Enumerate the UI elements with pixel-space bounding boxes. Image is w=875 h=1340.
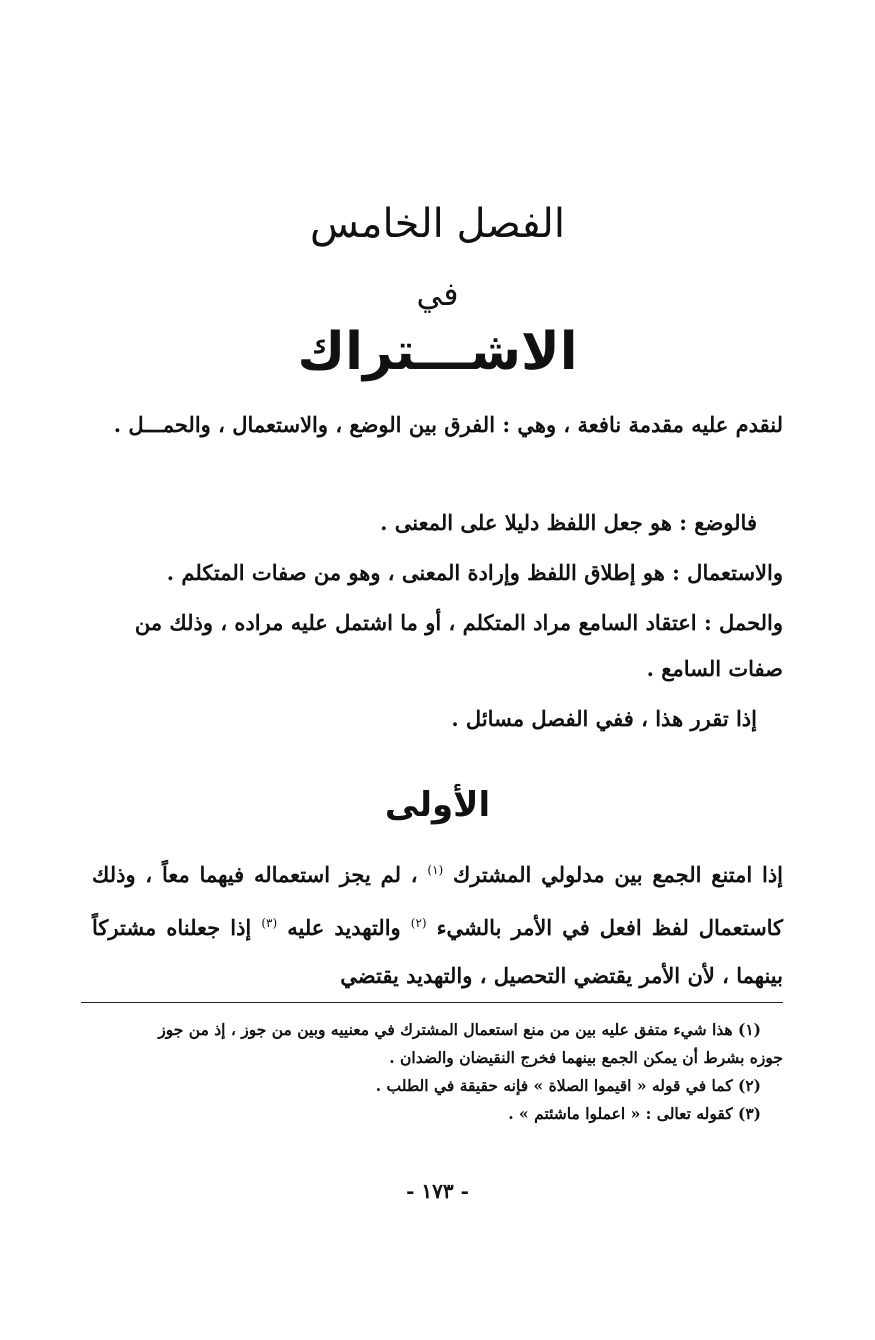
chapter-preposition: في — [416, 275, 459, 313]
conclusion-line: إذا تقرر هذا ، ففي الفصل مسائل . — [451, 706, 757, 731]
definition-haml: والحمل : اعتقاد السامع مراد المتكلم ، أو ما اشتمل عليه مراده ، وذلك من صفات السامع . — [134, 610, 783, 681]
intro-paragraph: لنقدم عليه مقدمة نافعة ، وهي : الفرق بين الوضع ، والاستعمال ، والحمـــل . — [113, 412, 783, 437]
section-text-part-3: والتهديد عليه — [287, 915, 401, 940]
chapter-subject: الاشـــتراك — [297, 322, 578, 382]
section-text-part-2: ، لم يجز استعماله فيهما معاً ، وذلك كاستعمال لفظ افعل في الأمر بالشيء — [92, 862, 784, 940]
footnote-2: (٢) كما في قوله « اقيموا الصلاة » فإنه حقيقة في الطلب . — [375, 1076, 761, 1095]
chapter-title: الفصل الخامس — [310, 201, 565, 247]
definition-istimal: والاستعمال : هو إطلاق اللفظ وإرادة المعنى ، وهو من صفات المتكلم . — [166, 560, 783, 585]
footnote-1: (١) هذا شيء متفق عليه بين من منع استعمال المشترك في معنييه وبين من جوز ، إذ من جوز جوزه بشرط أن يمكن الجمع بينهما فخرج النقيضان والضدان . — [158, 1020, 783, 1067]
footnote-ref-2: (٢) — [410, 916, 427, 930]
footnote-3: (٣) كقوله تعالى : « اعملوا ماشئتم » . — [508, 1104, 761, 1123]
footnote-divider — [81, 1002, 783, 1003]
footnotes — [130, 1016, 783, 1128]
section-heading: الأولى — [384, 785, 491, 825]
section-text-part-4: إذا جعلناه مشتركاً بينهما ، لأن الأمر يقتضي التحصيل ، والتهديد يقتضي — [92, 915, 783, 988]
page-number: - ١٧٣ - — [406, 1179, 469, 1203]
definition-wad: فالوضع : هو جعل اللفظ دليلا على المعنى . — [380, 510, 757, 535]
footnote-ref-3: (٣) — [261, 916, 278, 930]
section-text-part-1: إذا امتنع الجمع بين مدلولي المشترك — [453, 862, 784, 887]
footnote-ref-1: (١) — [427, 863, 444, 877]
section-paragraph — [92, 846, 783, 1000]
